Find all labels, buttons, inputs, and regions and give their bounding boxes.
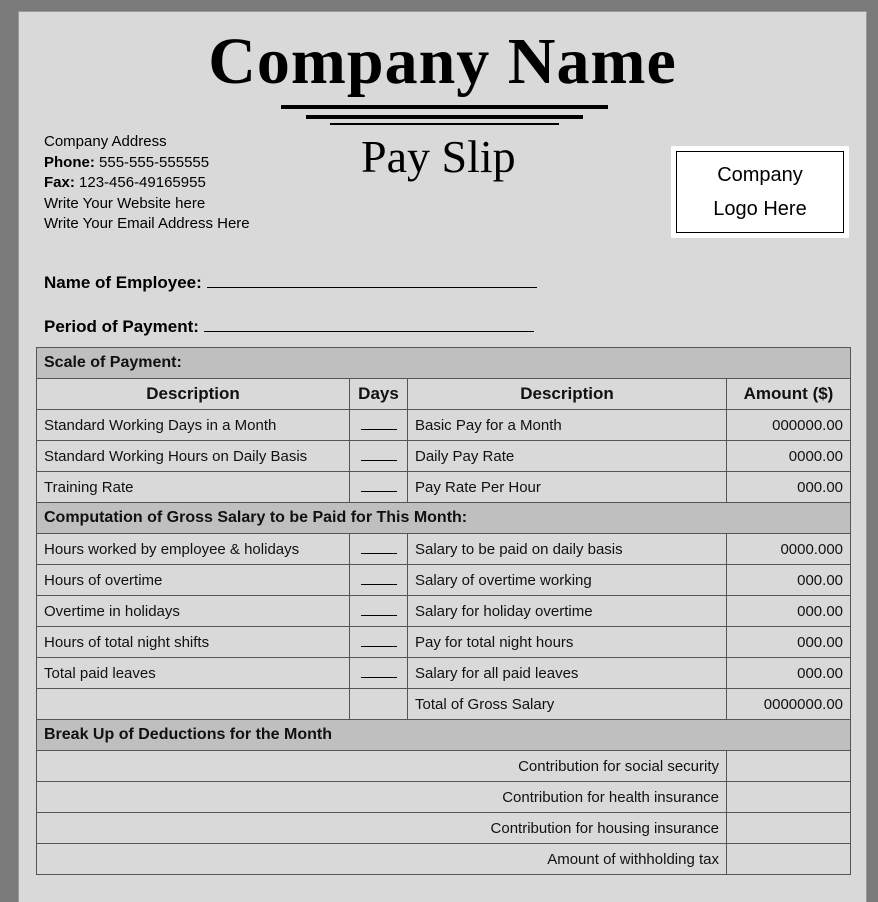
- row-description: Total paid leaves: [37, 658, 350, 689]
- logo-placeholder[interactable]: [671, 146, 849, 238]
- logo-text-line2: Logo Here: [713, 198, 807, 220]
- deduction-label: Amount of withholding tax: [37, 844, 727, 875]
- fax-line: [44, 173, 250, 194]
- column-header-days: Days: [350, 379, 408, 410]
- payment-period-label: Period of Payment:: [44, 317, 199, 336]
- pay-slip-page: [18, 11, 867, 902]
- amount-cell[interactable]: 0000.000: [727, 534, 851, 565]
- amount-cell[interactable]: 000.00: [727, 627, 851, 658]
- scale-of-payment-title: Scale of Payment:: [37, 348, 851, 379]
- logo-text-line1: Company: [717, 164, 803, 186]
- fax-label: Fax:: [44, 174, 75, 191]
- row-description-2: Pay Rate Per Hour: [408, 472, 727, 503]
- days-blank: [361, 448, 397, 461]
- section-header: [37, 720, 851, 751]
- section-header: [37, 348, 851, 379]
- employee-name-label: Name of Employee:: [44, 273, 202, 292]
- employee-name-blank[interactable]: [207, 273, 537, 288]
- payment-period-field[interactable]: [44, 317, 534, 337]
- days-cell[interactable]: [350, 596, 408, 627]
- table-row: [37, 472, 851, 503]
- days-cell[interactable]: [350, 627, 408, 658]
- deduction-label: Contribution for housing insurance: [37, 813, 727, 844]
- row-description: Hours of total night shifts: [37, 627, 350, 658]
- table-row: [37, 534, 851, 565]
- days-blank: [361, 479, 397, 492]
- row-description: Overtime in holidays: [37, 596, 350, 627]
- days-cell[interactable]: [350, 658, 408, 689]
- row-description-2: Basic Pay for a Month: [408, 410, 727, 441]
- table-row: [37, 565, 851, 596]
- amount-cell[interactable]: 000.00: [727, 472, 851, 503]
- amount-cell[interactable]: 000000.00: [727, 410, 851, 441]
- column-header-description: Description: [37, 379, 350, 410]
- row-description: Hours of overtime: [37, 565, 350, 596]
- row-description-2: Salary for holiday overtime: [408, 596, 727, 627]
- amount-cell[interactable]: 0000.00: [727, 441, 851, 472]
- document-title: Pay Slip: [361, 131, 516, 182]
- days-blank: [361, 417, 397, 430]
- phone-line: [44, 153, 250, 174]
- company-email: Write Your Email Address Here: [44, 215, 250, 232]
- logo-box: [676, 151, 844, 233]
- days-blank: [361, 665, 397, 678]
- decorative-rule: [306, 115, 583, 119]
- table-row: [37, 410, 851, 441]
- empty-cell: [350, 689, 408, 720]
- table-row: [37, 658, 851, 689]
- row-description-2: Pay for total night hours: [408, 627, 727, 658]
- amount-cell[interactable]: 000.00: [727, 596, 851, 627]
- payment-period-blank[interactable]: [204, 317, 534, 332]
- deduction-row: [37, 844, 851, 875]
- phone-value: 555-555-555555: [99, 153, 210, 171]
- table-row: [37, 596, 851, 627]
- total-gross-amount[interactable]: 0000000.00: [727, 689, 851, 720]
- deduction-row: [37, 751, 851, 782]
- amount-cell[interactable]: 000.00: [727, 565, 851, 596]
- deduction-row: [37, 782, 851, 813]
- deduction-amount-cell[interactable]: [727, 782, 851, 813]
- days-cell[interactable]: [350, 410, 408, 441]
- pay-slip-table: [36, 347, 851, 875]
- table-row: [37, 627, 851, 658]
- gross-salary-title: Computation of Gross Salary to be Paid for This Month:: [37, 503, 851, 534]
- total-gross-label: Total of Gross Salary: [408, 689, 727, 720]
- company-address: Company Address: [44, 133, 167, 150]
- decorative-rule: [281, 105, 608, 109]
- column-header-row: [37, 379, 851, 410]
- employee-name-field[interactable]: [44, 273, 537, 293]
- deduction-amount-cell[interactable]: [727, 813, 851, 844]
- row-description: Standard Working Days in a Month: [37, 410, 350, 441]
- deduction-amount-cell[interactable]: [727, 844, 851, 875]
- days-cell[interactable]: [350, 472, 408, 503]
- fax-value: 123-456-49165955: [79, 174, 206, 191]
- row-description-2: Salary of overtime working: [408, 565, 727, 596]
- days-cell[interactable]: [350, 565, 408, 596]
- deductions-title: Break Up of Deductions for the Month: [37, 720, 851, 751]
- days-cell[interactable]: [350, 534, 408, 565]
- row-description-2: Salary to be paid on daily basis: [408, 534, 727, 565]
- column-header-description-2: Description: [408, 379, 727, 410]
- column-header-amount: Amount ($): [727, 379, 851, 410]
- days-blank: [361, 572, 397, 585]
- row-description: Training Rate: [37, 472, 350, 503]
- phone-label: Phone:: [44, 153, 95, 171]
- deduction-label: Contribution for health insurance: [37, 782, 727, 813]
- days-blank: [361, 541, 397, 554]
- decorative-rule: [330, 123, 559, 125]
- days-cell[interactable]: [350, 441, 408, 472]
- total-row: [37, 689, 851, 720]
- days-blank: [361, 603, 397, 616]
- company-contact-block: [44, 132, 250, 235]
- row-description-2: Salary for all paid leaves: [408, 658, 727, 689]
- row-description: Hours worked by employee & holidays: [37, 534, 350, 565]
- empty-cell: [37, 689, 350, 720]
- amount-cell[interactable]: 000.00: [727, 658, 851, 689]
- row-description: Standard Working Hours on Daily Basis: [37, 441, 350, 472]
- table-row: [37, 441, 851, 472]
- deduction-label: Contribution for social security: [37, 751, 727, 782]
- deduction-row: [37, 813, 851, 844]
- company-website: Write Your Website here: [44, 194, 206, 212]
- section-header: [37, 503, 851, 534]
- deduction-amount-cell[interactable]: [727, 751, 851, 782]
- days-blank: [361, 634, 397, 647]
- row-description-2: Daily Pay Rate: [408, 441, 727, 472]
- company-name: Company Name: [208, 25, 677, 98]
